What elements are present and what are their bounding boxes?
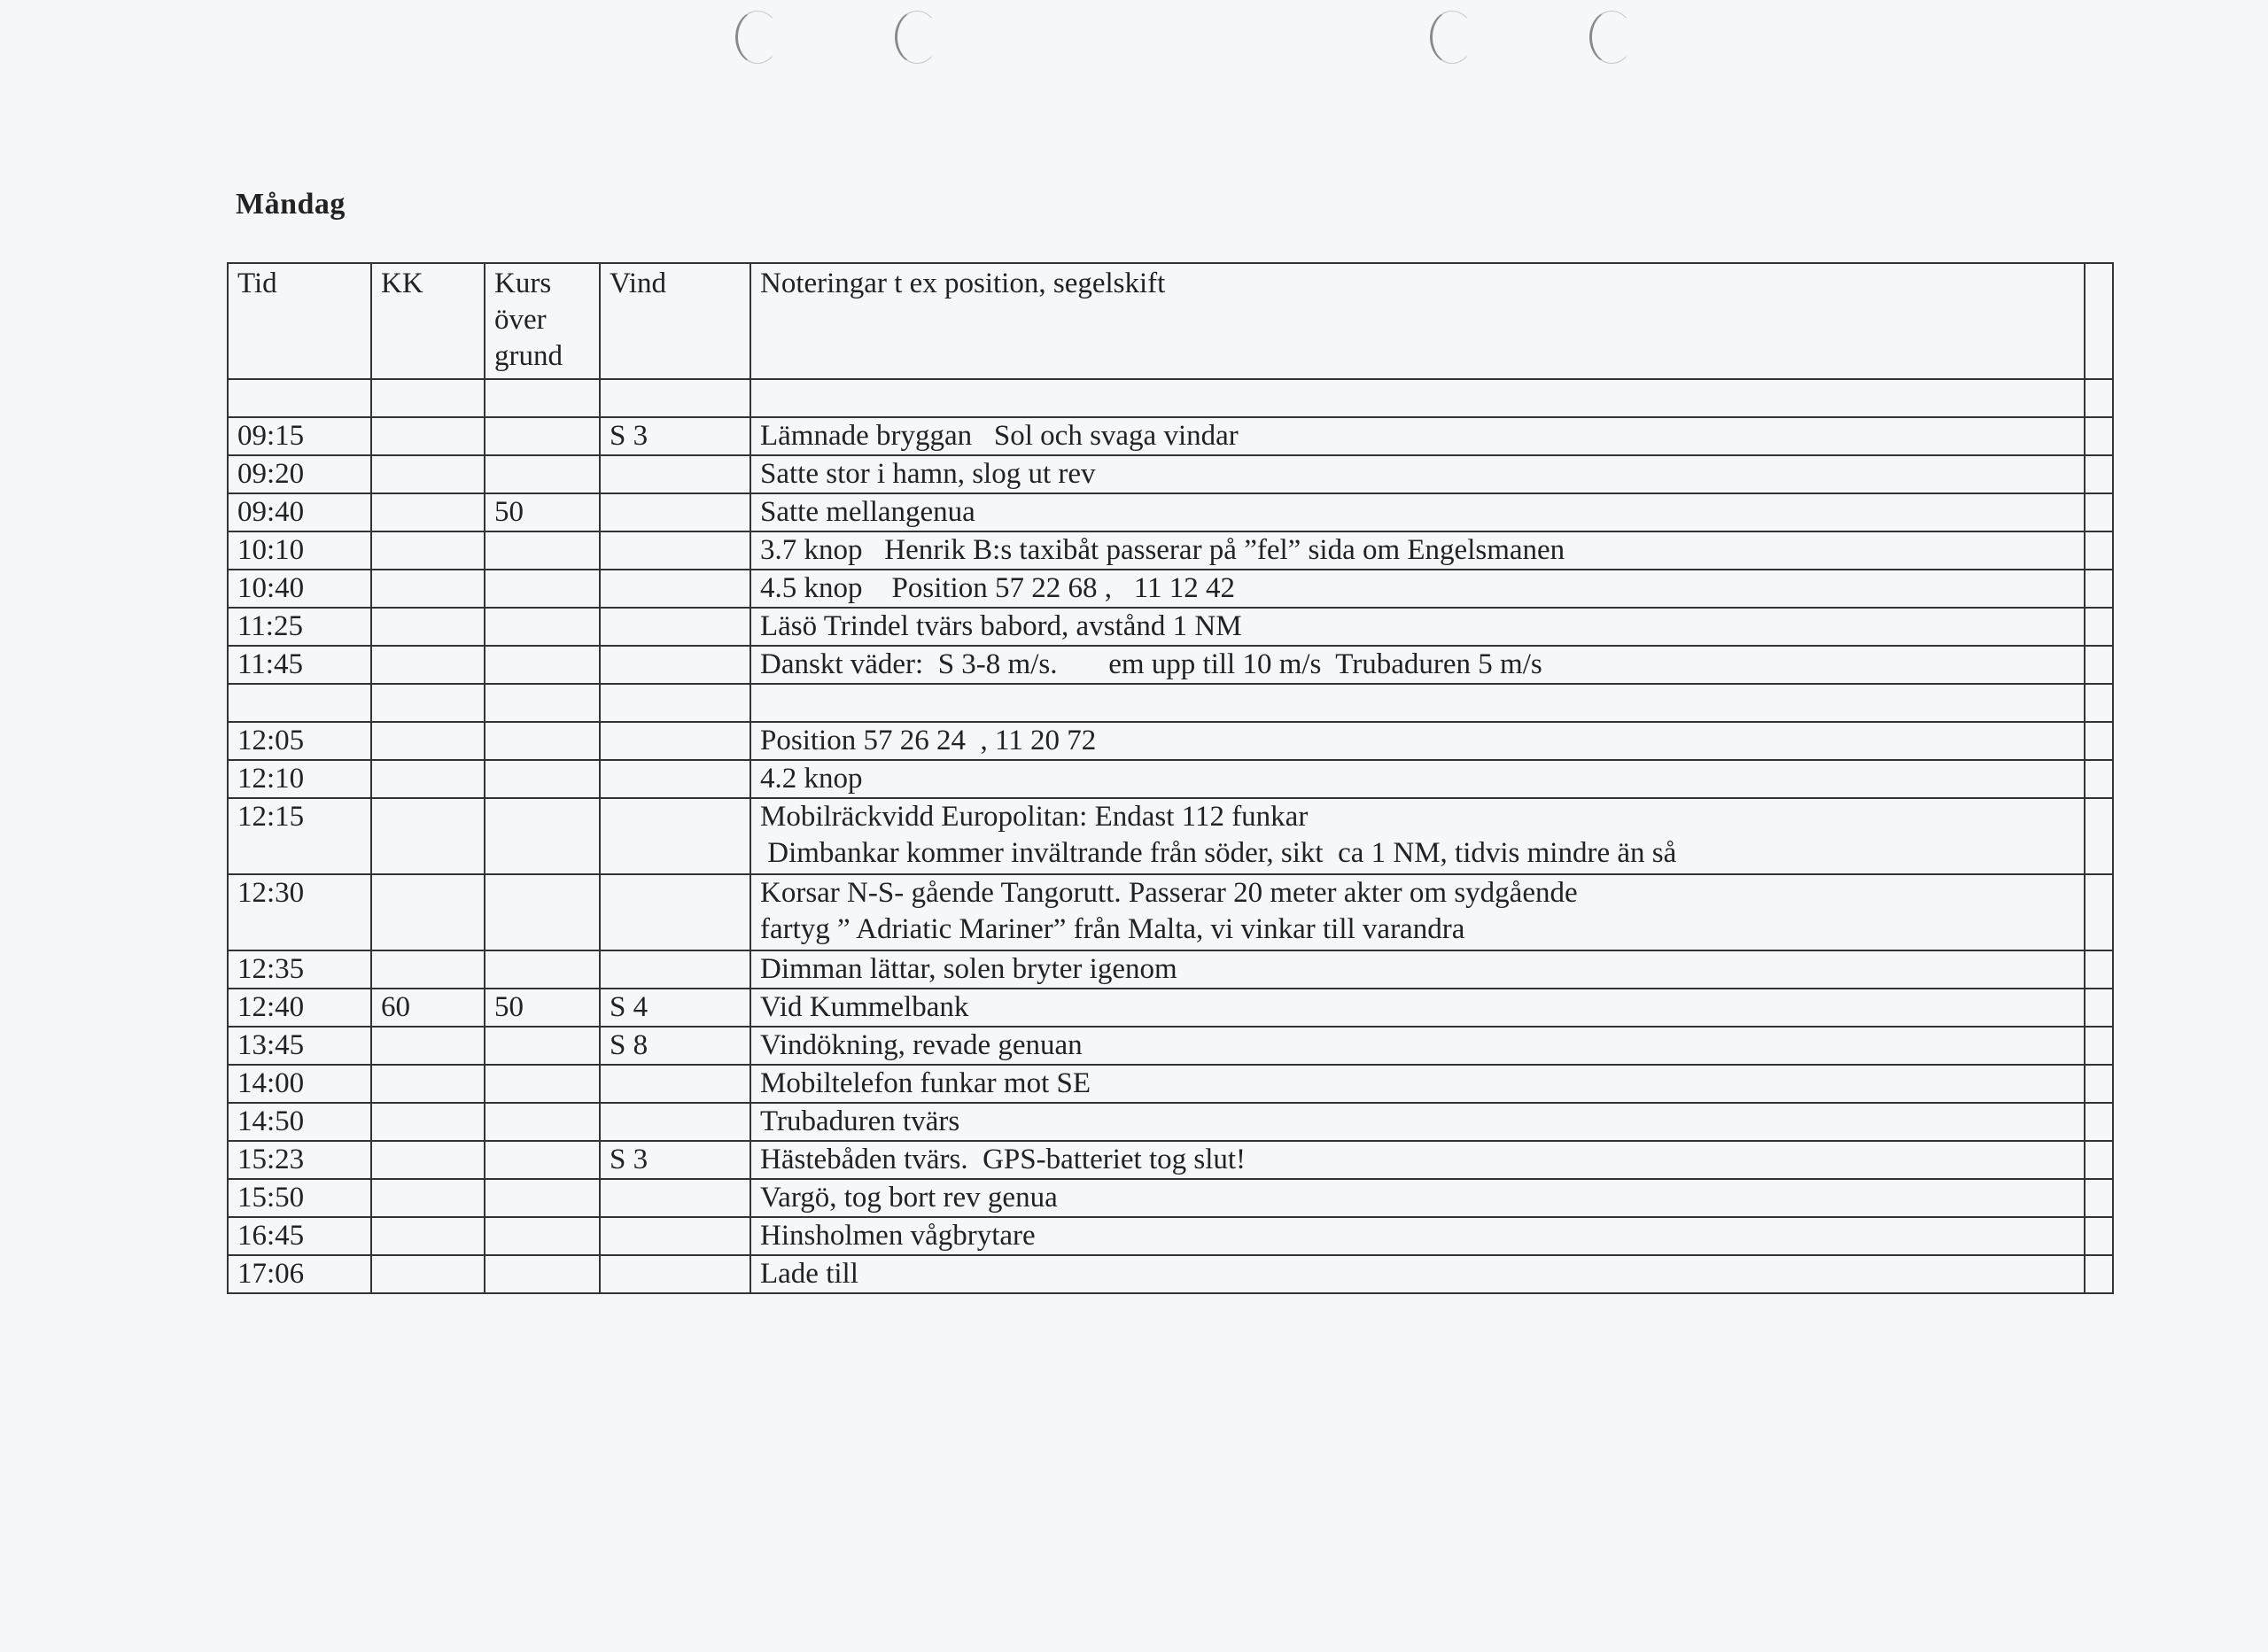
cell-tid: 09:40 — [228, 493, 371, 531]
cell-kk — [371, 1065, 485, 1103]
cell-vind — [600, 1103, 750, 1141]
cell-note — [750, 493, 2085, 531]
cell-vind — [600, 798, 750, 874]
table-row — [228, 570, 2113, 608]
cell-kurs — [485, 722, 600, 760]
cell-vind — [600, 646, 750, 684]
note-line: Vargö, tog bort rev genua — [760, 1182, 1058, 1214]
cell-tid: 16:45 — [228, 1217, 371, 1255]
cell-note — [750, 1217, 2085, 1255]
table-row — [228, 455, 2113, 493]
cell-note — [750, 760, 2085, 798]
punch-hole-icon — [735, 11, 780, 64]
table-row — [228, 989, 2113, 1027]
cell-note — [750, 1027, 2085, 1065]
cell-vind — [600, 493, 750, 531]
punch-hole-icon — [895, 11, 939, 64]
note-line: Dimman lättar, solen bryter igenom — [760, 953, 1177, 985]
cell-kk — [371, 1027, 485, 1065]
cell-kurs — [485, 646, 600, 684]
cell-kk — [371, 531, 485, 570]
cell-tid: 10:10 — [228, 531, 371, 570]
cell-extra — [2085, 989, 2113, 1027]
cell-kurs — [485, 1027, 600, 1065]
cell-kurs — [485, 798, 600, 874]
cell-note — [750, 1255, 2085, 1293]
cell-kk — [371, 1255, 485, 1293]
table-row — [228, 1027, 2113, 1065]
cell-note — [750, 684, 2085, 722]
cell-tid: 14:00 — [228, 1065, 371, 1103]
cell-kk — [371, 1179, 485, 1217]
header-noteringar: Noteringar t ex position, segelskift — [750, 263, 2085, 379]
note-line: Mobiltelefon funkar mot SE — [760, 1067, 1091, 1099]
cell-note — [750, 722, 2085, 760]
cell-kurs — [485, 570, 600, 608]
cell-note — [750, 455, 2085, 493]
cell-kurs — [485, 950, 600, 989]
cell-kk — [371, 608, 485, 646]
header-vind: Vind — [600, 263, 750, 379]
cell-note — [750, 417, 2085, 455]
cell-note — [750, 798, 2085, 874]
log-table — [227, 262, 2114, 1294]
cell-tid: 12:05 — [228, 722, 371, 760]
cell-extra — [2085, 684, 2113, 722]
cell-tid — [228, 684, 371, 722]
cell-kk: 60 — [371, 989, 485, 1027]
cell-vind — [600, 1217, 750, 1255]
table-row — [228, 646, 2113, 684]
cell-note — [750, 608, 2085, 646]
table-row — [228, 760, 2113, 798]
cell-kk — [371, 950, 485, 989]
note-line: Satte stor i hamn, slog ut rev — [760, 458, 1096, 490]
note-line: 3.7 knop Henrik B:s taxibåt passerar på ”fel” sida om Engelsmanen — [760, 534, 1565, 566]
cell-kk — [371, 1141, 485, 1179]
cell-note — [750, 989, 2085, 1027]
cell-extra — [2085, 608, 2113, 646]
table-row — [228, 1179, 2113, 1217]
cell-vind — [600, 760, 750, 798]
cell-vind — [600, 1255, 750, 1293]
table-spacer-row — [228, 684, 2113, 722]
cell-note — [750, 1103, 2085, 1141]
table-row — [228, 874, 2113, 950]
note-line: Dimbankar kommer invältrande från söder, sikt ca 1 NM, tidvis mindre än så — [760, 837, 1677, 869]
cell-note — [750, 874, 2085, 950]
cell-kk — [371, 379, 485, 417]
cell-kurs — [485, 1217, 600, 1255]
cell-kk — [371, 1217, 485, 1255]
cell-vind: S 3 — [600, 1141, 750, 1179]
cell-vind — [600, 874, 750, 950]
cell-kk — [371, 874, 485, 950]
note-line: Läsö Trindel tvärs babord, avstånd 1 NM — [760, 610, 1242, 642]
cell-note — [750, 531, 2085, 570]
cell-extra — [2085, 379, 2113, 417]
header-kk: KK — [371, 263, 485, 379]
cell-vind — [600, 608, 750, 646]
cell-tid: 12:35 — [228, 950, 371, 989]
cell-tid — [228, 379, 371, 417]
cell-kk — [371, 684, 485, 722]
cell-tid: 17:06 — [228, 1255, 371, 1293]
cell-vind — [600, 1179, 750, 1217]
note-line: Position 57 26 24 , 11 20 72 — [760, 725, 1097, 756]
cell-kk — [371, 646, 485, 684]
cell-note — [750, 1179, 2085, 1217]
cell-tid: 12:15 — [228, 798, 371, 874]
cell-kurs — [485, 417, 600, 455]
table-row — [228, 722, 2113, 760]
cell-vind — [600, 531, 750, 570]
cell-extra — [2085, 760, 2113, 798]
cell-kk — [371, 760, 485, 798]
cell-kurs: 50 — [485, 493, 600, 531]
table-row — [228, 417, 2113, 455]
cell-vind — [600, 570, 750, 608]
cell-vind — [600, 455, 750, 493]
cell-tid: 14:50 — [228, 1103, 371, 1141]
cell-note — [750, 646, 2085, 684]
note-line: Danskt väder: S 3-8 m/s. em upp till 10 m/s Trubaduren 5 m/s — [760, 648, 1542, 680]
cell-tid: 09:20 — [228, 455, 371, 493]
cell-kurs: 50 — [485, 989, 600, 1027]
cell-tid: 13:45 — [228, 1027, 371, 1065]
cell-extra — [2085, 1065, 2113, 1103]
cell-vind — [600, 950, 750, 989]
cell-kk — [371, 455, 485, 493]
note-line: Trubaduren tvärs — [760, 1105, 960, 1137]
cell-kurs — [485, 1103, 600, 1141]
cell-kk — [371, 722, 485, 760]
table-spacer-row — [228, 379, 2113, 417]
note-line: Hästebåden tvärs. GPS-batteriet tog slut! — [760, 1144, 1247, 1175]
cell-note — [750, 1141, 2085, 1179]
note-line: fartyg ” Adriatic Mariner” från Malta, vi vinkar till varandra — [760, 913, 1465, 945]
table-row — [228, 1141, 2113, 1179]
note-line: 4.2 knop — [760, 763, 863, 795]
cell-kk — [371, 798, 485, 874]
note-line: Lade till — [760, 1258, 858, 1290]
cell-kurs — [485, 1065, 600, 1103]
cell-vind: S 8 — [600, 1027, 750, 1065]
cell-note — [750, 1065, 2085, 1103]
note-line: Mobilräckvidd Europolitan: Endast 112 funkar — [760, 801, 1309, 833]
table-row — [228, 1065, 2113, 1103]
table-row — [228, 493, 2113, 531]
table-row — [228, 608, 2113, 646]
cell-kurs — [485, 1255, 600, 1293]
cell-extra — [2085, 417, 2113, 455]
cell-extra — [2085, 950, 2113, 989]
table-row — [228, 531, 2113, 570]
table-row — [228, 1255, 2113, 1293]
cell-kurs — [485, 608, 600, 646]
cell-tid: 09:15 — [228, 417, 371, 455]
header-kurs-over-grund: Kurs över grund — [485, 263, 600, 379]
cell-extra — [2085, 531, 2113, 570]
cell-extra — [2085, 1217, 2113, 1255]
cell-tid: 11:25 — [228, 608, 371, 646]
cell-kurs — [485, 455, 600, 493]
note-line: Satte mellangenua — [760, 496, 975, 528]
cell-note — [750, 570, 2085, 608]
cell-extra — [2085, 1255, 2113, 1293]
cell-vind — [600, 684, 750, 722]
page-title: Måndag — [236, 188, 346, 221]
table-row — [228, 798, 2113, 874]
cell-vind — [600, 722, 750, 760]
cell-tid: 12:10 — [228, 760, 371, 798]
note-line: Lämnade bryggan Sol och svaga vindar — [760, 420, 1239, 452]
cell-tid: 10:40 — [228, 570, 371, 608]
cell-kk — [371, 417, 485, 455]
cell-extra — [2085, 1141, 2113, 1179]
cell-kurs — [485, 760, 600, 798]
note-line: Korsar N-S- gående Tangorutt. Passerar 20 meter akter om sydgående — [760, 877, 1578, 909]
cell-extra — [2085, 1027, 2113, 1065]
cell-extra — [2085, 722, 2113, 760]
cell-kk — [371, 493, 485, 531]
cell-extra — [2085, 874, 2113, 950]
cell-extra — [2085, 570, 2113, 608]
cell-extra — [2085, 646, 2113, 684]
cell-kurs — [485, 531, 600, 570]
cell-tid: 12:30 — [228, 874, 371, 950]
cell-extra — [2085, 455, 2113, 493]
note-line: Vindökning, revade genuan — [760, 1029, 1083, 1061]
punch-hole-icon — [1589, 11, 1634, 64]
note-line: 4.5 knop Position 57 22 68 , 11 12 42 — [760, 572, 1235, 604]
table-row — [228, 1103, 2113, 1141]
cell-tid: 11:45 — [228, 646, 371, 684]
table-row — [228, 1217, 2113, 1255]
cell-tid: 15:23 — [228, 1141, 371, 1179]
cell-vind: S 3 — [600, 417, 750, 455]
cell-note — [750, 950, 2085, 989]
cell-kurs — [485, 684, 600, 722]
cell-kurs — [485, 1179, 600, 1217]
cell-kurs — [485, 1141, 600, 1179]
cell-tid: 15:50 — [228, 1179, 371, 1217]
note-line: Hinsholmen vågbrytare — [760, 1220, 1036, 1252]
cell-extra — [2085, 493, 2113, 531]
cell-kk — [371, 1103, 485, 1141]
cell-tid: 12:40 — [228, 989, 371, 1027]
note-line: Vid Kummelbank — [760, 991, 969, 1023]
cell-extra — [2085, 1179, 2113, 1217]
header-tid: Tid — [228, 263, 371, 379]
cell-kk — [371, 570, 485, 608]
cell-vind — [600, 1065, 750, 1103]
header-extra-column — [2085, 263, 2113, 379]
cell-vind — [600, 379, 750, 417]
cell-note — [750, 379, 2085, 417]
cell-kurs — [485, 379, 600, 417]
cell-kurs — [485, 874, 600, 950]
punch-hole-icon — [1430, 11, 1474, 64]
cell-extra — [2085, 798, 2113, 874]
cell-extra — [2085, 1103, 2113, 1141]
cell-vind: S 4 — [600, 989, 750, 1027]
table-row — [228, 950, 2113, 989]
table-header-row — [228, 263, 2113, 379]
